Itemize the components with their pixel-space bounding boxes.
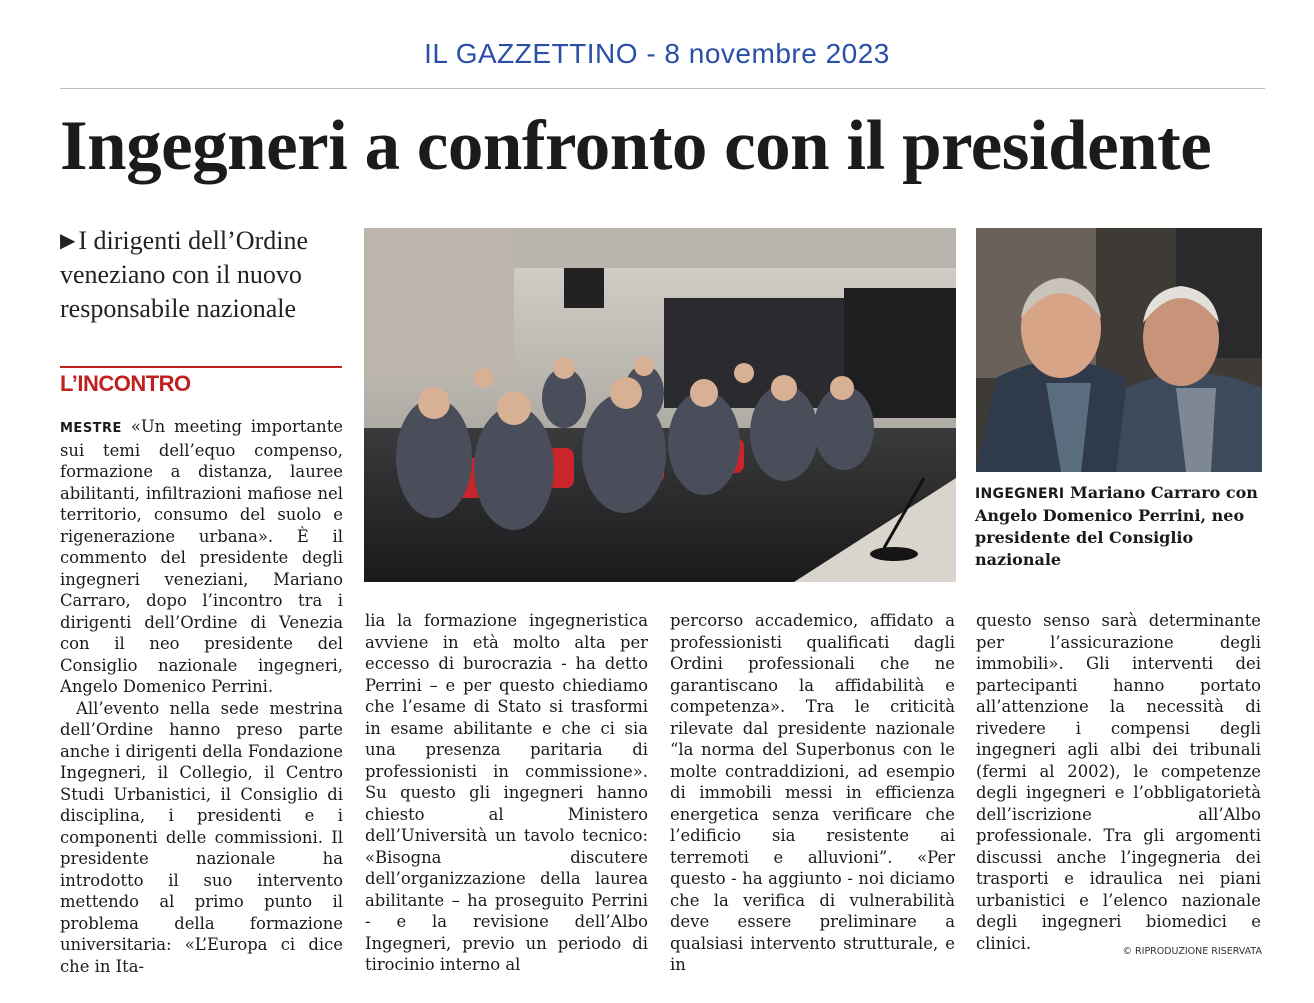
photo-caption <box>975 482 1265 571</box>
caption-tag: INGEGNERI <box>975 486 1065 502</box>
triangle-bullet-icon: ▶ <box>60 230 76 252</box>
caption-text: Mariano Carraro con Angelo Domenico Perrini, neo presidente del Consiglio nazionale <box>975 483 1258 569</box>
section-header <box>60 366 342 397</box>
masthead: IL GAZZETTINO - 8 novembre 2023 <box>424 38 890 69</box>
copyright-notice: © RIPRODUZIONE RISERVATA <box>1122 946 1262 957</box>
article-column-4 <box>976 610 1261 954</box>
headline: Ingegneri a confronto con il presidente <box>60 107 1212 185</box>
paragraph-1 <box>60 416 343 698</box>
article-column-3 <box>670 610 955 976</box>
paragraph-2: All’evento nella sede mestrina dell’Ordine hanno preso parte anche i dirigenti della Fondazione Ingegneri, il Collegio, il Centro Studi Urbanistici, il Consiglio di disciplina, i presidenti e i componenti delle commissioni. Il presidente nazionale ha introdotto il suo intervento mettendo al primo punto il problema della formazione universitaria: «L’Europa ci dice che in Ita- <box>60 698 343 976</box>
dateline: MESTRE <box>60 421 122 436</box>
paragraph-4: percorso accademico, affidato a professionisti qualificati dagli Ordini professionali che ne garantiscano la affidabilità e competenza». Tra le criticità rilevate dal presidente nazionale “la norma del Superbonus con le molte contraddizioni, ad esempio di immobili messi in efficienza energetica senza verificare che l’edificio sia resistente ai terremoti e alluvioni”. «Per questo - ha aggiunto - noi diciamo che la verifica di vulnerabilità deve essere preliminare a qualsiasi intervento strutturale, e in <box>670 611 955 974</box>
section-label: L’INCONTRO <box>60 371 191 396</box>
subhead-text: I dirigenti dell’Ordine veneziano con il nuovo responsabile nazionale <box>60 226 308 323</box>
article-column-2 <box>365 610 648 976</box>
article-column-1 <box>60 416 343 977</box>
masthead-rule <box>60 88 1265 89</box>
portrait-photo <box>976 228 1262 472</box>
paragraph-3: lia la formazione ingegneristica avviene in età molto alta per eccesso di burocrazia - ha detto Perrini – e per questo chiediamo che l’esame di Stato si trasformi in esame abilitante e che ci sia una presenza paritaria di professionisti in commissione». Su questo gli ingegneri hanno chiesto al Ministero dell’Università un tavolo tecnico: «Bisogna discutere dell’organizzazione della laurea abilitante – ha proseguito Perrini - e la revisione dell’Albo Ingegneri, previo un periodo di tirocinio interno al <box>365 611 648 974</box>
paragraph-5: questo senso sarà determinante per l’assicurazione degli immobili». Gli interventi dei partecipanti hanno portato all’attenzione la necessità di rivedere i compensi degli ingegneri agli albi dei tribunali (fermi al 2002), le competenze degli ingegneri e l’obbligatorietà dell’iscrizione all’Albo professionale. Tra gli argomenti discussi anche l’ingegneria dei trasporti e idraulica nei piani urbanistici e l’elenco nazionale degli ingegneri biomedici e clinici. <box>976 611 1261 953</box>
audience-photo <box>364 228 956 582</box>
paragraph-1-text: «Un meeting importante sui temi dell’equo compenso, formazione a distanza, lauree abilitanti, infiltrazioni mafiose nel territorio, consumo del suolo e rigenerazione urbana». È il commento del presidente degli ingegneri veneziani, Mariano Carraro, dopo l’incontro tra i dirigenti dell’Ordine di Venezia con il neo presidente del Consiglio nazionale ingegneri, Angelo Domenico Perrini. <box>60 417 343 696</box>
subhead <box>60 224 350 326</box>
